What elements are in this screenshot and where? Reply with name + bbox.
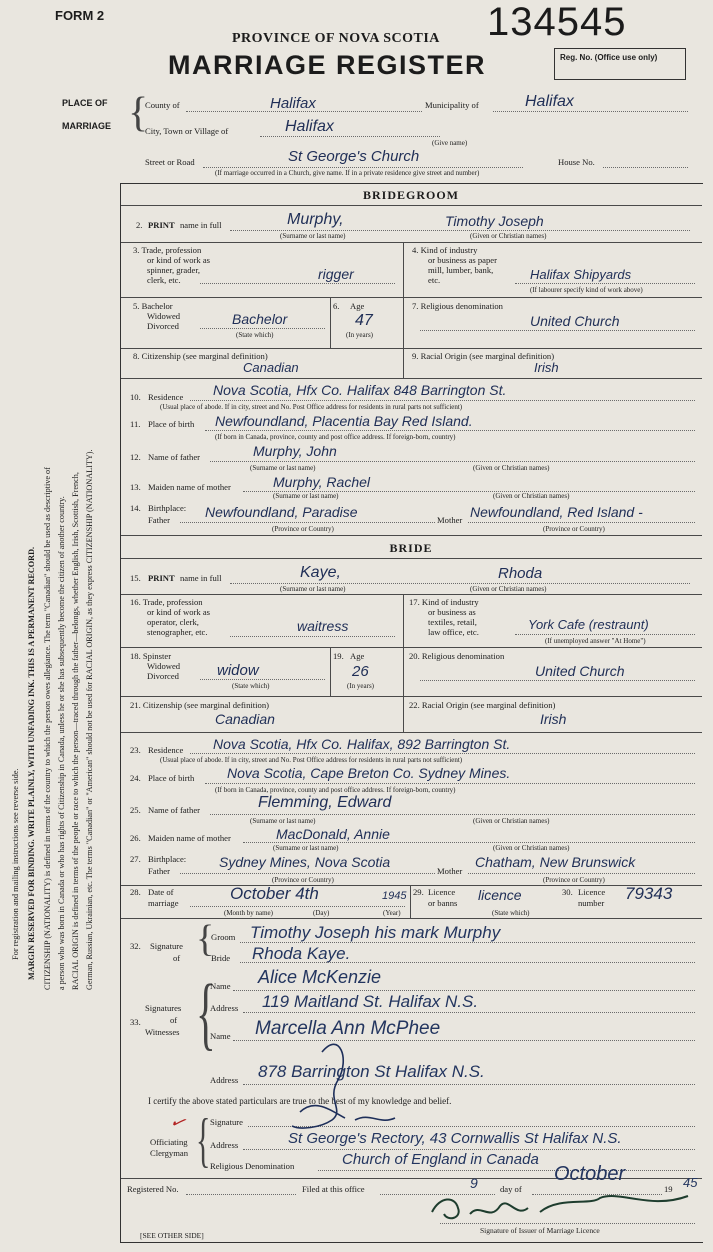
label: 7. Religious denomination	[412, 301, 503, 311]
label: Age	[350, 301, 365, 311]
label: Name	[210, 981, 231, 991]
line-2-print: PRINT	[148, 220, 175, 230]
label: 14.	[130, 503, 141, 513]
label: Address	[210, 1140, 239, 1150]
groom-citizenship: Canadian	[243, 360, 299, 375]
label: Father	[148, 866, 170, 876]
label: 12.	[130, 452, 141, 462]
label: Clergyman	[150, 1148, 189, 1158]
municipality-value: Halifax	[525, 93, 574, 110]
red-check-mark-icon: ✓	[167, 1110, 189, 1135]
label: 25.	[130, 805, 141, 815]
label: or business as	[428, 607, 476, 617]
place-note: (If marriage occurred in a Church, give name. If in a private residence give street and number)	[215, 169, 480, 177]
label: Bride	[211, 953, 231, 963]
label: 9. Racial Origin (see marginal definition)	[412, 351, 555, 361]
label: Mother	[437, 866, 463, 876]
label: Maiden name of mother	[148, 482, 231, 492]
label: Name of father	[148, 805, 201, 815]
label: Filed at this office	[302, 1184, 365, 1194]
label: 10.	[130, 392, 141, 402]
filed-month: October	[554, 1163, 626, 1185]
clergy-denomination: Church of England in Canada	[342, 1151, 539, 1168]
give-name-caption: (Give name)	[432, 139, 468, 147]
caption: (If born in Canada, province, county and post office address. If foreign-born, country)	[215, 786, 456, 794]
label: Date of	[148, 887, 174, 897]
label: etc.	[428, 275, 441, 285]
caption: (In years)	[346, 331, 374, 339]
label: 21. Citizenship (see marginal definition)	[130, 700, 269, 710]
label: Licence	[428, 887, 456, 897]
margin-citizenship-def-2: a person who was born in Canada or who has rights of Citizenship in Canada, unless he or she has subsequently become the citizen of another country.	[57, 496, 66, 990]
label: 23.	[130, 745, 141, 755]
caption: (Given or Christian names)	[473, 817, 550, 825]
caption: (Given or Christian names)	[493, 844, 570, 852]
groom-industry: Halifax Shipyards	[530, 267, 632, 282]
bride-racial-origin: Irish	[540, 711, 567, 727]
licence-or-banns: licence	[478, 887, 522, 903]
label: name in full	[180, 573, 222, 583]
label: Divorced	[147, 321, 179, 331]
caption: (Province or Country)	[272, 876, 334, 884]
caption: (Year)	[383, 909, 401, 917]
caption: (If unemployed answer "At Home")	[545, 637, 646, 645]
label: Officiating	[150, 1137, 188, 1147]
filed-day: 9	[470, 1175, 478, 1191]
label: law office, etc.	[428, 627, 479, 637]
label: 20. Religious denomination	[409, 651, 505, 661]
caption: (State which)	[236, 331, 274, 339]
witness-2-address: 878 Barrington St Halifax N.S.	[258, 1062, 485, 1081]
county-value: Halifax	[270, 95, 316, 112]
groom-racial-origin: Irish	[534, 360, 559, 375]
label: 5. Bachelor	[133, 301, 173, 311]
place-label-1: PLACE OF	[62, 98, 108, 108]
groom-surname: Murphy,	[287, 211, 344, 228]
caption: (State which)	[232, 682, 270, 690]
city-value: Halifax	[285, 118, 334, 135]
marriage-date: October 4th	[230, 884, 319, 903]
label: 26.	[130, 833, 141, 843]
label: or kind of work as	[147, 255, 211, 265]
register-serial-number: 134545	[487, 0, 627, 44]
label: 13.	[130, 482, 141, 492]
margin-citizenship-def-1: CITIZENSHIP (NATIONALITY) is defined in terms of the country to which the person owes allegiance. The term "Canadian" should be used as descriptive of	[43, 467, 52, 990]
bride-heading: BRIDE	[389, 541, 433, 555]
signature-brace: {	[196, 918, 215, 960]
witness-1-name: Alice McKenzie	[258, 967, 382, 987]
bride-age: 26	[352, 663, 369, 680]
label: 27.	[130, 854, 141, 864]
bride-mother-maiden-name: MacDonald, Annie	[276, 826, 390, 842]
groom-mother-birthplace: Newfoundland, Red Island -	[470, 504, 643, 520]
label: Place of birth	[148, 773, 195, 783]
bride-signature: Rhoda Kaye.	[252, 944, 351, 963]
label: Father	[148, 515, 170, 525]
label: Signature	[150, 941, 183, 951]
bride-residence: Nova Scotia, Hfx Co. Halifax, 892 Barrington St.	[213, 736, 511, 752]
bride-father-name: Flemming, Edward	[258, 794, 392, 811]
label: Groom	[211, 932, 236, 942]
label: Birthplace:	[148, 854, 187, 864]
margin-racial-def-2: German, Russian, Ukrainian, etc. The terms "Canadian" or "American" should not be used for RACIAL ORIGIN, as they express CITIZENSHIP (NATIONALITY).	[85, 449, 94, 990]
label: 17. Kind of industry	[409, 597, 479, 607]
bride-citizenship: Canadian	[215, 711, 275, 727]
groom-mother-maiden-name: Murphy, Rachel	[273, 474, 371, 490]
label: Witnesses	[145, 1027, 180, 1037]
witness-brace: {	[196, 967, 216, 1058]
caption: (Surname or last name)	[280, 585, 346, 593]
label: clerk, etc.	[147, 275, 181, 285]
place-label-2: MARRIAGE	[62, 121, 111, 131]
caption: Signature of Issuer of Marriage Licence	[480, 1226, 600, 1235]
bride-surname: Kaye,	[300, 564, 341, 581]
label: 6.	[333, 301, 340, 311]
label: Name	[210, 1031, 231, 1041]
filed-year: 45	[683, 1175, 698, 1190]
label: Age	[350, 651, 365, 661]
caption: (Given or Christian names)	[493, 492, 570, 500]
label: Residence	[148, 392, 184, 402]
label: of	[170, 1015, 178, 1025]
bride-marital-status: widow	[217, 662, 259, 679]
label: number	[578, 898, 605, 908]
label: mill, lumber, bank,	[428, 265, 494, 275]
label: of	[173, 953, 181, 963]
caption: (Surname or last name)	[250, 817, 316, 825]
city-label: City, Town or Village of	[145, 126, 229, 136]
reg-no-label: Reg. No. (Office use only)	[560, 53, 658, 62]
bride-birthplace: Nova Scotia, Cape Breton Co. Sydney Mines.	[227, 765, 511, 781]
label: or kind of work as	[147, 607, 211, 617]
groom-given-names: Timothy Joseph	[445, 213, 544, 229]
label: Licence	[578, 887, 606, 897]
label: 15.	[130, 573, 141, 583]
document-title: MARRIAGE REGISTER	[168, 50, 487, 80]
groom-religion: United Church	[530, 313, 620, 329]
label: 22. Racial Origin (see marginal definition)	[409, 700, 556, 710]
label: PRINT	[148, 573, 175, 583]
caption: (State which)	[492, 909, 530, 917]
caption: (Given or Christian names)	[470, 585, 547, 593]
certification-statement: I certify the above stated particulars are true to the best of my knowledge and belief.	[148, 1096, 452, 1106]
caption: (Surname or last name)	[280, 232, 346, 240]
label: stenographer, etc.	[147, 627, 208, 637]
label: 33.	[130, 1017, 141, 1027]
groom-father-name: Murphy, John	[253, 443, 337, 459]
label: spinner, grader,	[147, 265, 201, 275]
label: Registered No.	[127, 1184, 179, 1194]
label: 4. Kind of industry	[412, 245, 478, 255]
caption: (In years)	[347, 682, 375, 690]
margin-racial-def-1: RACIAL ORIGIN is defined in terms of the people or race to which the person—traced through the father—belongs, whether English, Irish, Scottish, French,	[71, 472, 80, 990]
margin-binding-notice: MARGIN RESERVED FOR BINDING. WRITE PLAINLY, WITH UNFADING INK. THIS IS A PERMANENT RECORD.	[27, 546, 36, 980]
caption: (Surname or last name)	[273, 844, 339, 852]
label: 11.	[130, 419, 141, 429]
label: Mother	[437, 515, 463, 525]
label: 8. Citizenship (see marginal definition)	[133, 351, 268, 361]
bride-industry: York Cafe (restraunt)	[528, 617, 649, 632]
caption: (Surname or last name)	[250, 464, 316, 472]
label: day of	[500, 1184, 522, 1194]
witness-1-address: 119 Maitland St. Halifax N.S.	[262, 992, 479, 1011]
label: Widowed	[147, 661, 181, 671]
label: Address	[210, 1003, 239, 1013]
label: or business as paper	[428, 255, 497, 265]
caption: (If labourer specify kind of work above)	[530, 286, 643, 294]
label: 19.	[333, 651, 344, 661]
label: or banns	[428, 898, 458, 908]
caption: (Surname or last name)	[273, 492, 339, 500]
issuer-signature-scribble	[432, 1196, 688, 1218]
label: 30.	[562, 887, 573, 897]
caption: (Given or Christian names)	[473, 464, 550, 472]
label: Name of father	[148, 452, 201, 462]
line-2-number: 2.	[136, 220, 143, 230]
label: 18. Spinster	[130, 651, 172, 661]
caption: (Usual place of abode. If in city, street and No. Post Office address for residents in rural parts not sufficient)	[160, 756, 463, 764]
clergy-brace: {	[196, 1107, 211, 1173]
bridegroom-heading: BRIDEGROOM	[362, 188, 459, 202]
label: Place of birth	[148, 419, 195, 429]
label: 24.	[130, 773, 141, 783]
label: 32.	[130, 941, 141, 951]
form-number: FORM 2	[55, 8, 105, 23]
label: Religious Denomination	[210, 1161, 295, 1171]
margin-instructions: For registration and mailing instructions see reverse side.	[11, 768, 20, 960]
label: operator, clerk,	[147, 617, 199, 627]
label: marriage	[148, 898, 179, 908]
label: Signature	[210, 1117, 243, 1127]
label: 29.	[413, 887, 424, 897]
label: Signatures	[145, 1003, 182, 1013]
label: 28.	[130, 887, 141, 897]
caption: (Province or Country)	[272, 525, 334, 533]
caption: (Province or Country)	[543, 876, 605, 884]
label: 19	[664, 1184, 673, 1194]
clergy-signature-scribble	[292, 1044, 395, 1128]
label: Maiden name of mother	[148, 833, 231, 843]
bride-given-names: Rhoda	[498, 565, 543, 582]
label: 16. Trade, profession	[130, 597, 203, 607]
groom-father-birthplace: Newfoundland, Paradise	[205, 504, 358, 520]
street-label: Street or Road	[145, 157, 195, 167]
place-brace: {	[128, 90, 149, 136]
line-2-label: name in full	[180, 220, 222, 230]
label: Residence	[148, 745, 184, 755]
label: Birthplace:	[148, 503, 187, 513]
see-other-side: [SEE OTHER SIDE]	[140, 1231, 204, 1240]
label: 3. Trade, profession	[133, 245, 202, 255]
label: Divorced	[147, 671, 179, 681]
groom-signature: Timothy Joseph his mark Murphy	[250, 923, 501, 942]
bride-mother-birthplace: Chatham, New Brunswick	[475, 854, 636, 870]
label: Address	[210, 1075, 239, 1085]
groom-trade: rigger	[318, 266, 354, 282]
caption: (Usual place of abode. If in city, street and No. Post Office address for residents in rural parts not sufficient)	[160, 403, 463, 411]
bride-trade: waitress	[297, 618, 349, 634]
licence-number: 79343	[625, 884, 673, 903]
province-title: PROVINCE OF NOVA SCOTIA	[232, 31, 440, 46]
caption: (Month by name)	[224, 909, 273, 917]
caption: (Given or Christian names)	[470, 232, 547, 240]
municipality-label: Municipality of	[425, 100, 479, 110]
groom-marital-status: Bachelor	[232, 311, 288, 327]
groom-birthplace: Newfoundland, Placentia Bay Red Island.	[215, 413, 473, 429]
bride-father-birthplace: Sydney Mines, Nova Scotia	[219, 854, 391, 870]
street-value: St George's Church	[288, 148, 420, 165]
label: Widowed	[147, 311, 181, 321]
caption: (If born in Canada, province, county and post office address. If foreign-born, country)	[215, 433, 456, 441]
clergy-address: St George's Rectory, 43 Cornwallis St Halifax N.S.	[288, 1130, 622, 1147]
groom-age: 47	[355, 312, 373, 329]
groom-residence: Nova Scotia, Hfx Co. Halifax 848 Barrington St.	[213, 382, 507, 398]
house-no-label: House No.	[558, 157, 595, 167]
caption: (Day)	[313, 909, 330, 917]
county-label: County of	[145, 100, 180, 110]
caption: (Province or Country)	[543, 525, 605, 533]
label: textiles, retail,	[428, 617, 477, 627]
marriage-year: 1945	[382, 890, 407, 902]
bride-religion: United Church	[535, 663, 625, 679]
witness-2-name: Marcella Ann McPhee	[255, 1018, 441, 1039]
